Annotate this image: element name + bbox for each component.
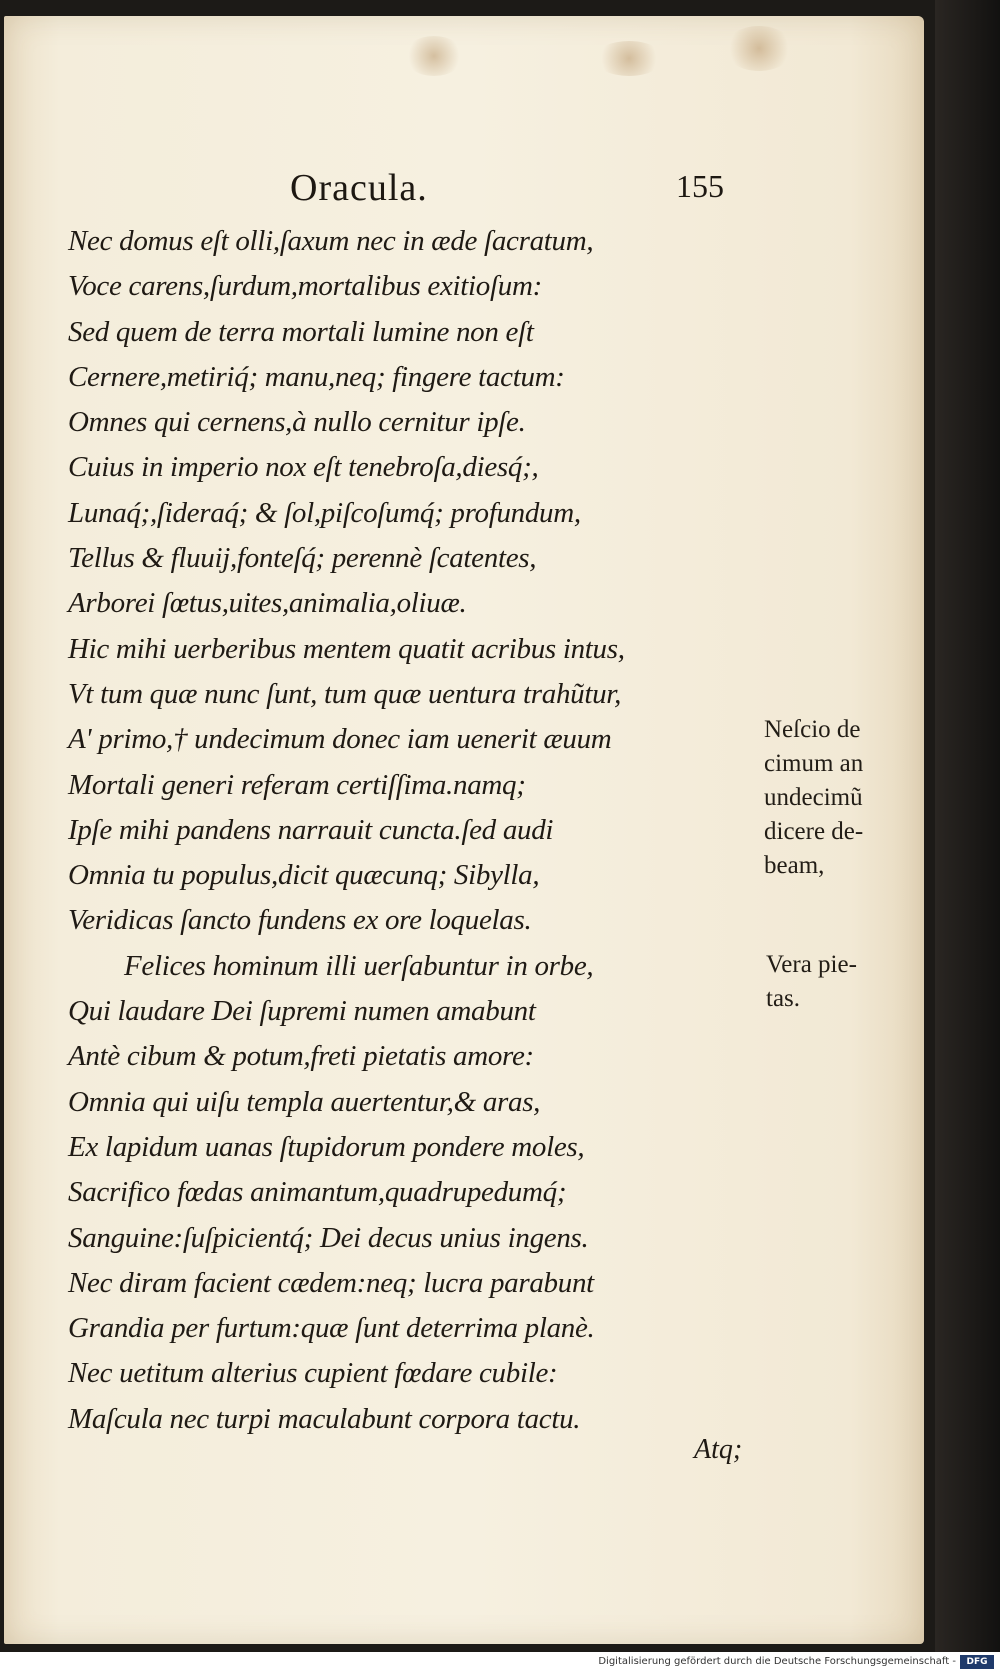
marginal-note-decimum [764, 713, 914, 883]
paper-stain [594, 41, 664, 76]
verse-line: A' primo,† undecimum donec iam uenerit æuum [68, 723, 612, 756]
paper-stain [724, 26, 794, 71]
verse-line: Veridicas ſancto fundens ex ore loquelas. [68, 904, 532, 937]
paper-stain [404, 36, 464, 76]
marginal-note-line: cimum an [764, 750, 864, 777]
marginal-note-line: Neſcio de [764, 716, 861, 743]
dfg-logo[interactable]: DFG [960, 1655, 994, 1669]
marginal-note-line: Vera pie- [766, 951, 857, 978]
marginal-note-line: tas. [766, 985, 801, 1012]
running-head: Oracula. [290, 167, 428, 209]
verse-line: Omnia tu populus,dicit quæcunq; Sibylla, [68, 859, 540, 892]
footer-credit: Digitalisierung gefördert durch die Deutsche Forschungsgemeinschaft - [598, 1656, 956, 1667]
verse-line-indented: Felices hominum illi uerſabuntur in orbe, [124, 949, 594, 982]
verse-line: Cernere,metiriq́; manu,neq; fingere tactum: [68, 360, 565, 393]
verse-line: Grandia per furtum:quæ ſunt deterrima planè. [68, 1312, 595, 1345]
marginal-note-line: beam, [764, 852, 825, 879]
marginal-note-line: dicere de- [764, 818, 864, 845]
verse-line: Qui laudare Dei ſupremi numen amabunt [68, 995, 536, 1028]
verse-line: Ex lapidum uanas ſtupidorum pondere moles, [68, 1130, 585, 1163]
digitization-footer [0, 1652, 1000, 1674]
verse-line: Tellus & fluuij,fonteſq́; perennè ſcatentes, [68, 542, 537, 575]
page-header [4, 166, 924, 216]
verse-line: Cuius in imperio nox eſt tenebroſa,diesq́;, [68, 451, 539, 484]
verse-line: Voce carens,ſurdum,mortalibus exitioſum: [68, 270, 542, 303]
verse-line: Omnes qui cernens,à nullo cernitur ipſe. [68, 406, 526, 439]
verse-line: Sanguine:ſuſpicientq́; Dei decus unius ingens. [68, 1221, 589, 1254]
verse-line: Antè cibum & potum,freti pietatis amore: [68, 1040, 534, 1073]
verse-line: Lunaq́;,ſideraq́; & ſol,piſcoſumq́; profundum, [68, 496, 581, 529]
verse-line: Vt tum quæ nunc ſunt, tum quæ uentura trahũtur, [68, 677, 622, 710]
verse-line: Omnia qui uiſu templa auertentur,& aras, [68, 1085, 541, 1118]
verse-line: Nec domus eſt olli,ſaxum nec in æde ſacratum, [68, 225, 594, 257]
verse-line: Mortali generi referam certiſſima.namq; [68, 768, 526, 801]
verse-line: Nec diram facient cædem:neq; lucra parabunt [68, 1266, 594, 1299]
verse-line: Nec uetitum alterius cupient fœdare cubile: [68, 1357, 558, 1390]
marginal-note-line: undecimũ [764, 784, 863, 811]
verse-line: Sacrifico fœdas animantum,quadrupedumq́; [68, 1176, 567, 1209]
verse-line: Hic mihi uerberibus mentem quatit acribus intus, [68, 632, 625, 665]
page-number: 155 [676, 168, 724, 204]
verse-text [68, 219, 758, 1442]
book-page [4, 16, 924, 1644]
marginal-note-pietas [766, 948, 916, 1016]
verse-line: Arborei ſœtus,uites,animalia,oliuæ. [68, 587, 467, 620]
verse-line: Ipſe mihi pandens narrauit cuncta.ſed audi [68, 813, 554, 846]
verse-line: Sed quem de terra mortali lumine non eſt [68, 315, 534, 348]
verse-line: Maſcula nec turpi maculabunt corpora tactu. [68, 1402, 581, 1435]
catchword: Atq; [694, 1434, 743, 1465]
